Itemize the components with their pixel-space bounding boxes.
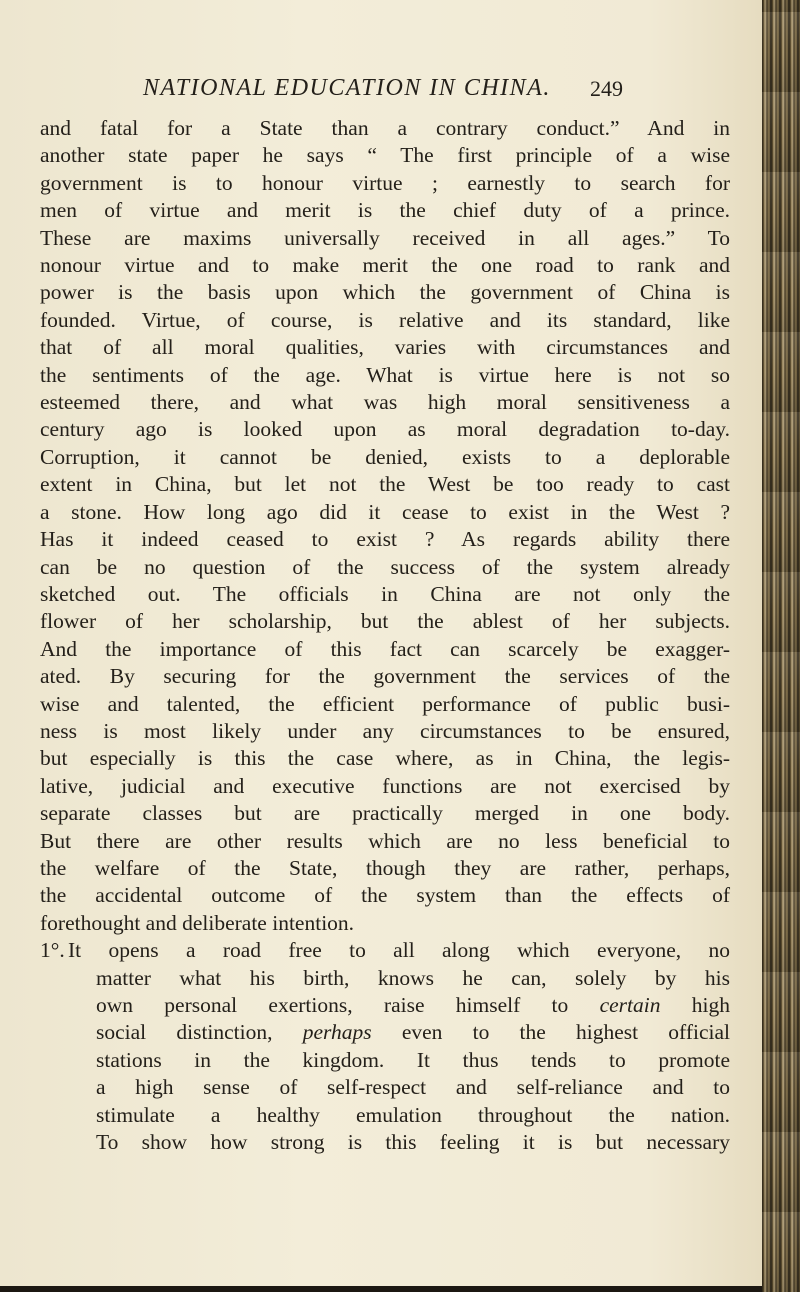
text-line: forethought and deliberate intention. bbox=[40, 910, 355, 935]
text-span: high bbox=[660, 993, 730, 1017]
text-line: sketched out. The officials in China are not only the bbox=[40, 581, 730, 606]
text-line: government is to honour virtue ; earnestly to search for bbox=[40, 170, 730, 195]
text-line bbox=[40, 1019, 730, 1046]
point-number: 1°. bbox=[40, 938, 65, 963]
text-line: ated. By securing for the government the services of the bbox=[40, 664, 730, 689]
text-line: another state paper he says “ The first principle of a wise bbox=[40, 143, 730, 168]
text-line: separate classes but are practically merged in one body. bbox=[40, 801, 730, 826]
text-line: Has it indeed ceased to exist ? As regards ability there bbox=[40, 527, 730, 552]
text-line: a stone. How long ago did it cease to exist in the West ? bbox=[40, 499, 730, 524]
text-line: Corruption, it cannot be denied, exists to a deplorable bbox=[40, 444, 730, 469]
text-line: and fatal for a State than a contrary conduct.” And in bbox=[40, 116, 730, 140]
text-line bbox=[40, 992, 730, 1019]
text-line: the welfare of the State, though they are rather, perhaps, bbox=[40, 855, 730, 880]
text-line: flower of her scholarship, but the ablest of her subjects. bbox=[40, 609, 730, 634]
text-line: matter what his birth, knows he can, solely by his bbox=[96, 965, 730, 990]
book-spine-edge bbox=[762, 0, 800, 1292]
text-line: nonour virtue and to make merit the one road to rank and bbox=[40, 253, 730, 278]
text-line: extent in China, but let not the West be too ready to cast bbox=[40, 472, 730, 497]
italic-word: perhaps bbox=[302, 1020, 372, 1045]
text-line: century ago is looked upon as moral degradation to-day. bbox=[40, 417, 730, 442]
text-line: lative, judicial and executive functions are not exercised by bbox=[40, 773, 730, 798]
text-line: stimulate a healthy emulation throughout the nation. bbox=[96, 1102, 730, 1127]
text-line: that of all moral qualities, varies with circumstances and bbox=[40, 335, 730, 360]
text-line: These are maxims universally received in all ages.” To bbox=[40, 225, 730, 250]
text-line: esteemed there, and what was high moral sensitiveness a bbox=[40, 390, 730, 415]
text-line: men of virtue and merit is the chief duty of a prince. bbox=[40, 198, 730, 223]
text-line: ness is most likely under any circumstances to be ensured, bbox=[40, 718, 730, 743]
text-line: But there are other results which are no less beneficial to bbox=[40, 828, 730, 853]
text-line: To show how strong is this feeling it is but necessary bbox=[96, 1130, 730, 1155]
text-span: own personal exertions, raise himself to bbox=[96, 993, 600, 1017]
text-span: It opens a road free to all along which everyone, no bbox=[68, 938, 730, 963]
text-span: social distinction, bbox=[96, 1020, 303, 1045]
text-span: even to the highest official bbox=[371, 1020, 730, 1045]
page-bottom-edge bbox=[0, 1286, 762, 1292]
text-line: but especially is this the case where, as in China, the legis- bbox=[40, 746, 730, 771]
text-line: founded. Virtue, of course, is relative and its standard, like bbox=[40, 307, 730, 332]
paragraph bbox=[40, 115, 730, 937]
text-line: And the importance of this fact can scarcely be exagger- bbox=[40, 636, 730, 661]
italic-word: certain bbox=[599, 993, 661, 1017]
running-head: NATIONAL EDUCATION IN CHINA. bbox=[143, 75, 551, 101]
text-line: can be no question of the success of the system already bbox=[40, 554, 730, 579]
text-line: wise and talented, the efficient performance of public busi- bbox=[40, 691, 730, 716]
point-first-line bbox=[40, 937, 730, 964]
page-number: 249 bbox=[590, 76, 623, 101]
numbered-point bbox=[40, 937, 730, 1156]
body-text bbox=[40, 115, 730, 1156]
text-line: the sentiments of the age. What is virtue here is not so bbox=[40, 362, 730, 387]
text-line: a high sense of self-respect and self-reliance and to bbox=[96, 1075, 730, 1100]
text-line: stations in the kingdom. It thus tends to promote bbox=[96, 1047, 730, 1072]
text-line: the accidental outcome of the system than the effects of bbox=[40, 883, 730, 908]
text-line: power is the basis upon which the government of China is bbox=[40, 280, 730, 305]
